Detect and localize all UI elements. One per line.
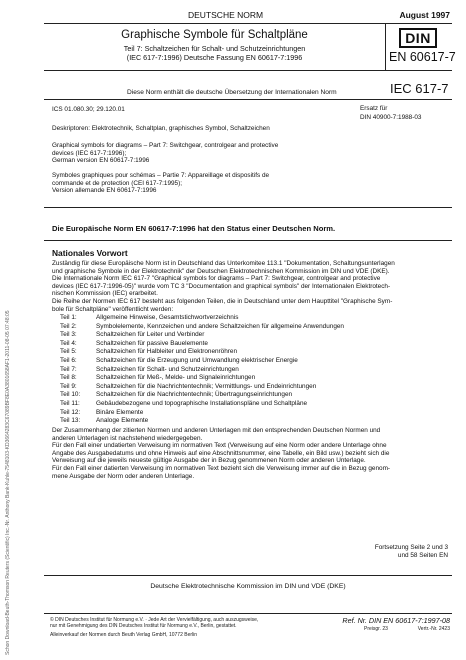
part-title: Schaltzeichen für die Erzeugung und Umwandlung elektrischer Energie: [96, 356, 298, 364]
document-subtitle-line1: Teil 7: Schaltzeichen für Schalt- und Schutzeinrichtungen: [123, 44, 306, 53]
foreword-intro-line: nischen Kommission (IEC) erarbeitet.: [52, 290, 158, 298]
issuing-body: Deutsche Elektrotechnische Kommission im DIN und VDE (DKE): [150, 583, 346, 590]
continuation-line: und 58 Seiten EN: [397, 551, 448, 559]
parts-list: [60, 314, 460, 426]
replaces-value: DIN 40900-7:1988-03: [360, 114, 422, 121]
part-number: Teil 2:: [60, 322, 77, 330]
list-item: [60, 323, 460, 332]
document-title: Graphische Symbole für Schaltpläne: [121, 29, 308, 41]
section-rule-3: [44, 575, 452, 576]
copyright-line: nur mit Genehmigung des DIN Deutsches Institut für Normung e.V., Berlin, gestattet.: [50, 623, 237, 630]
foreword-intro-line: Die Internationale Norm IEC 617-7 "Graphical symbols for diagrams – Part 7: Switchgear, controlgear and protective: [52, 275, 381, 283]
part-number: Teil 1:: [60, 314, 77, 321]
section-rule-1: [44, 207, 452, 208]
list-item: [60, 374, 460, 383]
status-statement: Die Europäische Norm EN 60617-7:1996 hat den Status einer Deutschen Norm.: [52, 224, 336, 233]
french-title-line: commande et de protection (CEI 617-7:1995);: [52, 179, 183, 187]
french-title-line: Symboles graphiques pour schémas – Partie 7: Appareillage et dispositifs de: [52, 172, 270, 179]
english-title-line: German version EN 60617-7:1996: [52, 157, 150, 165]
list-item: [60, 391, 460, 400]
list-item: [60, 348, 460, 357]
french-title: [52, 172, 269, 195]
english-title-line: devices (IEC 617-7:1996);: [52, 149, 127, 157]
top-label: DEUTSCHE NORM: [188, 10, 264, 20]
part-title: Schaltzeichen für Leiter und Verbinder: [96, 331, 205, 339]
footer-rule: [44, 613, 452, 614]
part-title: Gebäudebezogene und topographische Installationspläne und Schaltpläne: [96, 399, 308, 407]
list-item: [60, 366, 460, 375]
english-title-line: Graphical symbols for diagrams – Part 7: Switchgear, controlgear and protective: [52, 142, 279, 149]
identity-rule: [44, 99, 452, 100]
list-item: [60, 357, 460, 366]
title-rule: [44, 70, 452, 71]
part-title: Analoge Elemente: [96, 417, 149, 425]
price-group: Preisgr. 23: [364, 626, 388, 632]
continuation-line: Fortsetzung Seite 2 und 3: [374, 544, 448, 551]
part-number: Teil 7:: [60, 365, 77, 373]
french-title-line: Version allemande EN 60617-7:1996: [52, 187, 157, 195]
foreword-closing-line: Verweisung auf die jeweils neueste gültige Ausgabe der in Bezug genommenen Norm oder anderen Unterlage.: [52, 457, 366, 465]
descriptors: Deskriptoren: Elektrotechnik, Schaltplan, graphisches Symbol, Schaltzeichen: [52, 125, 270, 132]
foreword-intro-line: und graphische Symbole in der Elektrotechnik" der Deutschen Elektrotechnischen Kommission im DIN und VDE (DKE).: [52, 267, 390, 275]
foreword-closing-line: Für den Fall einer datierten Verweisung im normativen Text bezieht sich die Verweisung immer auf die in Bezug genom-: [52, 464, 391, 472]
foreword-closing-line: anderen Unterlagen ist nachstehend wiedergegeben.: [52, 434, 203, 442]
part-title: Binäre Elemente: [96, 408, 144, 416]
part-number: Teil 11:: [60, 399, 80, 407]
publication-date: August 1997: [399, 10, 450, 20]
english-title: [52, 142, 278, 165]
part-title: Schaltzeichen für Schalt- und Schutzeinrichtungen: [96, 365, 239, 373]
download-watermark-text: Schon Download-Beuth-Thomson Reuters (Scientific) Inc.-Nr. Anthony Bank-Kuhle-7548103-KD3664283C67089BF8E0A3801658AF1-2011-08-05 07:48:05: [5, 310, 11, 655]
continuation-note: [375, 544, 448, 559]
foreword-heading: Nationales Vorwort: [52, 248, 128, 258]
foreword-intro: [52, 260, 456, 313]
section-rule-2: [44, 240, 452, 241]
foreword-closing-line: Für den Fall einer undatierten Verweisung im normativen Text (Verweisung auf eine Norm oder andere Unterlage ohne: [52, 442, 387, 450]
foreword-closing-line: Der Zusammenhang der zitierten Normen und anderen Unterlagen mit den entsprechenden Deutschen Normen und: [52, 427, 381, 434]
part-number: Teil 10:: [60, 391, 81, 399]
list-item: [60, 400, 460, 409]
part-title: Schaltzeichen für die Nachrichtentechnik; Übertragungseinrichtungen: [96, 391, 293, 399]
foreword-intro-line: devices (IEC 617-7:1996-05)" wurde vom TC 3 "Documentation and graphical symbols" der Internationalen Elektrotech-: [52, 282, 391, 290]
foreword-closing: [52, 427, 456, 480]
replaces-label: Ersatz für: [360, 105, 388, 112]
foreword-closing-line: Angabe des Ausgabedatums und ohne Hinweis auf eine Abschnittsnummer, eine Tabelle, ein Bild usw.) bezieht sich die: [52, 449, 390, 457]
foreword-closing-line: mene Ausgabe der Norm oder anderen Unterlage.: [52, 472, 195, 480]
part-title: Schaltzeichen für passive Bauelemente: [96, 339, 208, 347]
reference-number: Ref. Nr. DIN EN 60617-7:1997-08: [342, 616, 450, 625]
copyright-notice: [50, 617, 258, 629]
part-number: Teil 13:: [60, 417, 81, 425]
part-number: Teil 3:: [60, 331, 77, 339]
publisher-notice: Alleinverkauf der Normen durch Beuth Verlag GmbH, 10772 Berlin: [50, 632, 198, 638]
part-title: Schaltzeichen für die Nachrichtentechnik; Vermittlungs- und Endeinrichtungen: [96, 382, 317, 390]
part-number: Teil 12:: [60, 408, 81, 416]
list-item: [60, 409, 460, 418]
list-item: [60, 331, 460, 340]
contract-number: Vertr.-Nr. 2423: [417, 626, 450, 632]
list-item: [60, 314, 460, 323]
document-subtitle-line2: (IEC 617-7:1996) Deutsche Fassung EN 60617-7:1996: [126, 53, 303, 62]
part-title: Symbolelemente, Kennzeichen und andere Schaltzeichen für allgemeine Anwendungen: [96, 322, 344, 330]
list-item: [60, 340, 460, 349]
foreword-intro-line: Die Reihe der Normen IEC 617 besteht aus folgenden Teilen, die in Deutschland unter dem Haupttitel "Graphische Sym-: [52, 297, 393, 305]
part-number: Teil 8:: [60, 374, 77, 382]
translation-statement: Diese Norm enthält die deutsche Übersetzung der Internationalen Norm: [127, 89, 337, 96]
part-number: Teil 5:: [60, 348, 77, 356]
foreword-intro-line: bole für Schaltpläne" veröffentlicht werden:: [52, 305, 174, 313]
foreword-intro-line: Zuständig für diese Europäische Norm ist in Deutschland das Unterkomitee 113.1 "Dokumentation, Schaltungsunterlagen: [52, 260, 395, 267]
download-watermark-sidebar: [3, 135, 15, 655]
din-logo-text: DIN: [399, 28, 437, 48]
part-number: Teil 9:: [60, 382, 77, 390]
part-title: Schaltzeichen für Halbleiter und Elektronenröhren: [96, 348, 238, 356]
list-item: [60, 417, 460, 426]
iec-number: IEC 617-7: [390, 81, 449, 96]
part-number: Teil 6:: [60, 356, 77, 364]
copyright-line: © DIN Deutsches Institut für Normung e.V. · Jede Art der Vervielfältigung, auch auszugsweise,: [50, 617, 259, 623]
din-logo: [395, 27, 441, 48]
standard-number: EN 60617-7: [389, 50, 456, 64]
ics-code: ICS 01.080.30; 29.120.01: [52, 106, 125, 113]
part-title: Allgemeine Hinweise, Gesamtstichwortverzeichnis: [96, 314, 239, 321]
part-title: Schaltzeichen für Meß-, Melde- und Signaleinrichtungen: [96, 374, 256, 382]
part-number: Teil 4:: [60, 339, 77, 347]
title-block: [44, 24, 386, 70]
